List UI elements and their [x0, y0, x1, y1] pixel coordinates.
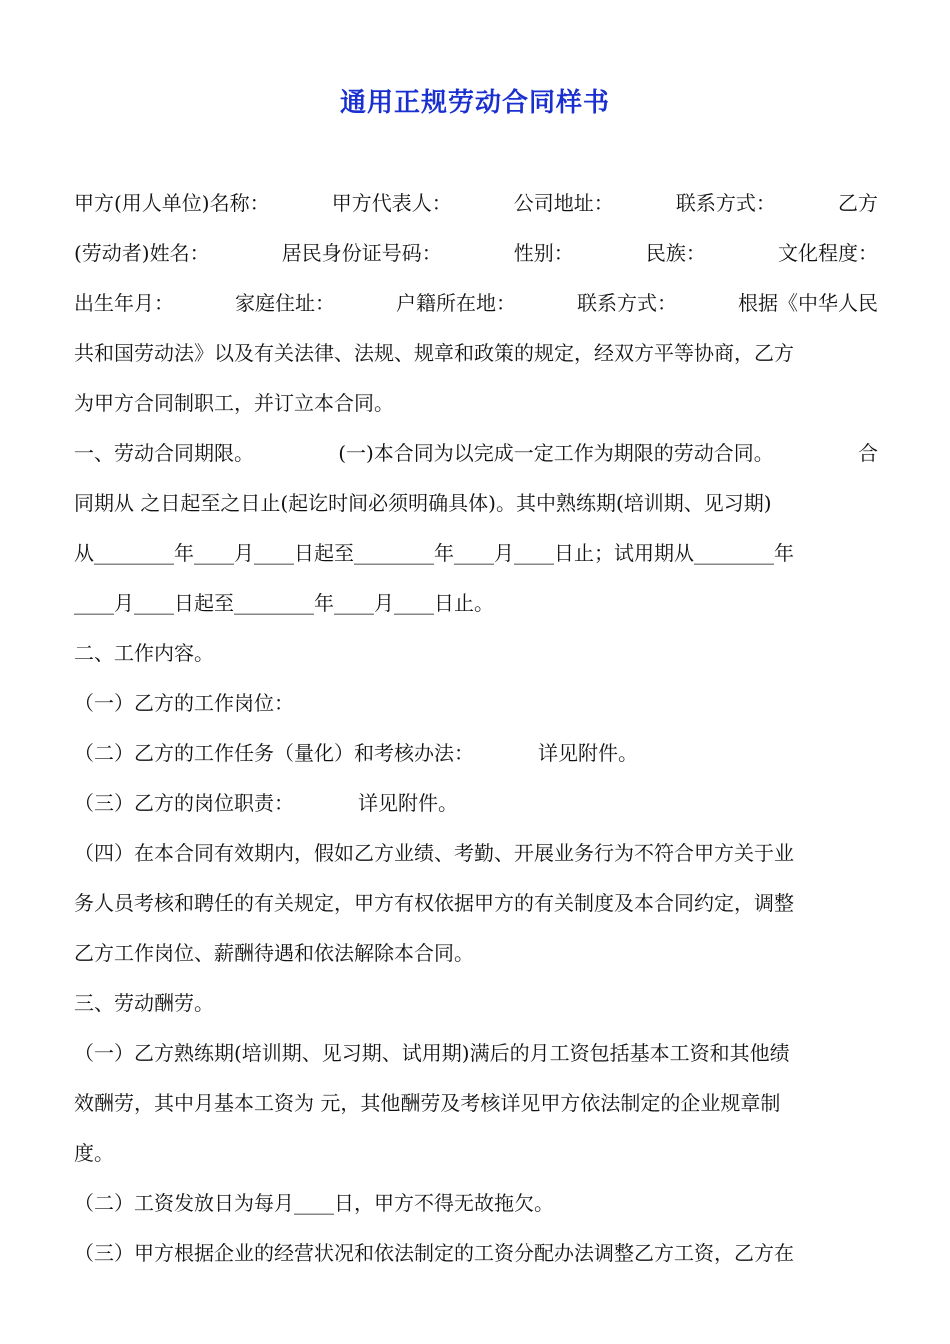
field-ethnicity: 民族： — [645, 241, 706, 265]
intro-line-2 — [74, 228, 878, 278]
section2-item-4-line-2: 务人员考核和聘任的有关规定，甲方有权依据甲方的有关制度及本合同约定，调整 — [74, 891, 794, 915]
intro-line-1 — [74, 178, 878, 228]
field-birth-date: 出生年月： — [74, 291, 174, 315]
section2-heading: 二、工作内容。 — [74, 641, 214, 665]
field-gender: 性别： — [513, 241, 574, 265]
section1-heading: 一、劳动合同期限。 — [74, 441, 254, 465]
section2-item-2-label: （二）乙方的工作任务（量化）和考核办法： — [74, 741, 474, 765]
section2-item-1: （一）乙方的工作岗位： — [74, 691, 294, 715]
section1-line-1 — [74, 428, 878, 478]
section1-line-4: ____月____日起至________年____月____日止。 — [74, 591, 494, 615]
field-home-address: 家庭住址： — [235, 291, 335, 315]
field-id-number: 居民身份证号码： — [281, 241, 442, 265]
section2-item-4-line-3: 乙方工作岗位、薪酬待遇和依法解除本合同。 — [74, 941, 474, 965]
section1-line-3: 从________年____月____日起至________年____月____日止；试用期从________年 — [74, 541, 794, 565]
field-employer-name: 甲方(用人单位)名称： — [74, 191, 270, 215]
legal-basis-start: 根据《中华人民 — [738, 291, 878, 315]
section3-item-2: （二）工资发放日为每月____日，甲方不得无故拖欠。 — [74, 1191, 554, 1215]
section3-item-3: （三）甲方根据企业的经营状况和依法制定的工资分配办法调整乙方工资，乙方在 — [74, 1241, 794, 1265]
section3-heading: 三、劳动酬劳。 — [74, 991, 214, 1015]
section2-item-3-label: （三）乙方的岗位职责： — [74, 791, 294, 815]
field-employer-contact: 联系方式： — [675, 191, 776, 215]
document-body — [74, 178, 878, 1278]
field-company-address: 公司地址： — [513, 191, 614, 215]
section3-item-1-line-2: 效酬劳，其中月基本工资为 元，其他酬劳及考核详见甲方依法制定的企业规章制 — [74, 1091, 781, 1115]
section2-item-2 — [74, 728, 878, 778]
section1-line-2: 同期从 之日起至之日止(起讫时间必须明确具体)。其中熟练期(培训期、见习期) — [74, 491, 772, 515]
section3-item-1-line-1: （一）乙方熟练期(培训期、见习期、试用期)满后的月工资包括基本工资和其他绩 — [74, 1041, 790, 1065]
field-party-b-start: 乙方 — [837, 191, 878, 215]
field-employee-name: (劳动者)姓名： — [74, 241, 210, 265]
section2-item-3 — [74, 778, 878, 828]
section1-clause-2-start: 合 — [857, 441, 878, 465]
intro-line-4: 共和国劳动法》以及有关法律、法规、规章和政策的规定，经双方平等协商，乙方 — [74, 341, 794, 365]
section3-item-1-line-3: 度。 — [74, 1141, 114, 1165]
field-employer-rep: 甲方代表人： — [331, 191, 452, 215]
intro-line-3 — [74, 278, 878, 328]
section1-clause-1: (一)本合同为以完成一定工作为期限的劳动合同。 — [338, 441, 774, 465]
field-household-registration: 户籍所在地： — [396, 291, 516, 315]
section2-item-3-value: 详见附件。 — [358, 791, 458, 815]
section2-item-4-line-1: （四）在本合同有效期内，假如乙方业绩、考勤、开展业务行为不符合甲方关于业 — [74, 841, 794, 865]
field-education: 文化程度： — [777, 241, 878, 265]
section2-item-2-value: 详见附件。 — [538, 741, 638, 765]
intro-line-5: 为甲方合同制职工，并订立本合同。 — [74, 391, 394, 415]
document-title: 通用正规劳动合同样书 — [339, 88, 610, 118]
field-employee-contact: 联系方式： — [577, 291, 677, 315]
